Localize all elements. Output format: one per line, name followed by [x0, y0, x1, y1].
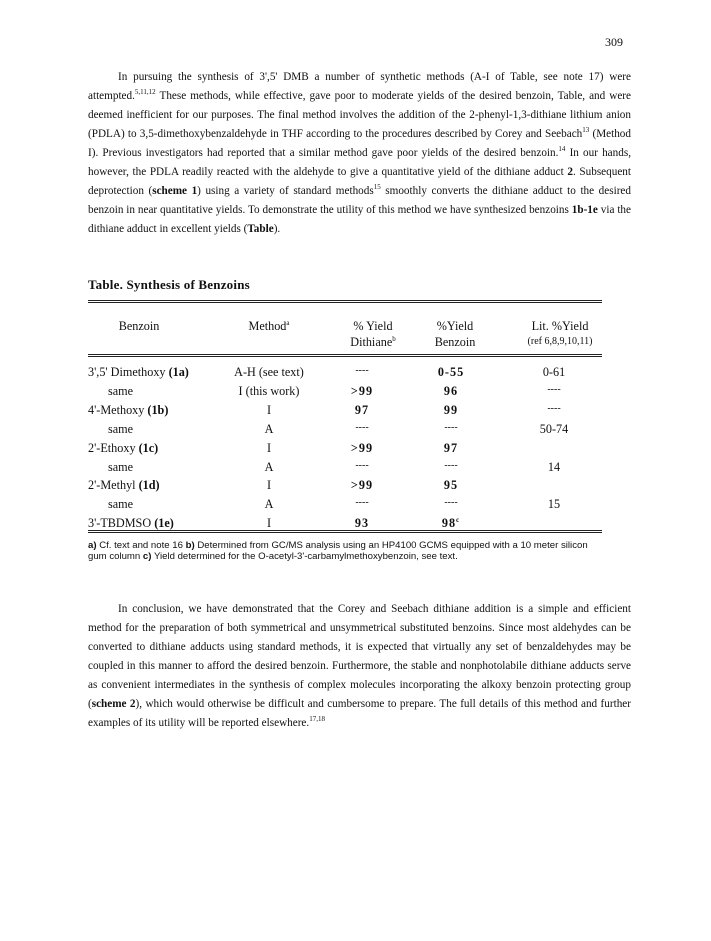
cell-method: I [266, 516, 272, 531]
header-yield-benzoin [420, 318, 490, 350]
cell-lit-yield: 50-74 [539, 421, 569, 436]
cell-yield-benzoin [421, 516, 481, 531]
table-row [88, 460, 608, 478]
compound-ref: 2 [567, 166, 573, 178]
compound-code: (1c) [138, 440, 159, 455]
footnote-label: c) [142, 551, 152, 562]
footnote-marker: c [456, 516, 461, 525]
compound-ref: 1b-1e [571, 204, 598, 216]
cell-method: A-H (see text) [234, 365, 304, 379]
cell-benzoin [108, 422, 133, 437]
cell-yield-benzoin [421, 384, 481, 399]
yield-value: ---- [444, 497, 458, 509]
table-row [88, 403, 608, 421]
text-span: . Subsequent deprotection ( [88, 166, 631, 197]
table-row [88, 384, 608, 402]
header-line: Dithiane [350, 335, 393, 349]
header-line: Lit. %Yield [531, 319, 589, 333]
header-line: (ref 6,8,9,10,11) [527, 336, 593, 347]
cell-lit-yield: ---- [547, 402, 561, 414]
header-yield-dithiane [333, 318, 413, 350]
text-span: In pursuing the synthesis of 3',5' DMB a number of synthetic methods (A-I of Table, see note 17) were attempted. [88, 71, 631, 102]
footnote-marker: b [392, 335, 396, 343]
table-row [88, 497, 608, 515]
scheme-ref: scheme 1 [152, 185, 198, 197]
yield-value: ---- [444, 421, 458, 433]
cell-yield-dithiane: >99 [350, 383, 374, 398]
benzoin-name: same [108, 459, 134, 474]
cell-method: I (this work) [238, 383, 300, 398]
cell-yield-dithiane: >99 [350, 440, 374, 455]
intro-paragraph [88, 68, 631, 239]
header-bottom-rule [88, 354, 602, 355]
cell-lit-yield: ---- [547, 383, 561, 395]
header-line: % Yield [353, 319, 393, 333]
yield-value: 98 [441, 516, 457, 531]
text-span: In our hands, however, the PDLA readily reacted with the aldehyde to give a quantitative yield of the dithiane adduct [88, 147, 631, 178]
cell-yield-benzoin [421, 497, 481, 508]
cell-method: I [266, 478, 272, 493]
cell-yield-benzoin [421, 403, 481, 418]
header-method-label: Method [248, 319, 287, 333]
footnote-label: b) [185, 540, 195, 551]
text-span: ) using a variety of standard methods [197, 185, 374, 197]
cell-yield-dithiane: >99 [350, 478, 374, 493]
footnote-text: Determined from GC/MS analysis using an HP4100 GCMS equipped with a 10 meter silicon gum column [88, 540, 588, 562]
cell-benzoin [108, 497, 133, 512]
text-span: ). [273, 223, 281, 235]
cell-yield-dithiane: ---- [355, 365, 369, 376]
benzoin-name: same [108, 421, 134, 436]
header-line: %Yield [436, 319, 474, 333]
table-caption: Table. Synthesis of Benzoins [88, 277, 250, 292]
header-benzoin: Benzoin [118, 319, 160, 333]
benzoin-name: 3',5' Dimethoxy [88, 365, 169, 379]
table-top-rule [88, 300, 602, 301]
yield-value: 96 [443, 383, 459, 398]
yield-value: ---- [444, 459, 458, 471]
benzoin-name: same [108, 383, 134, 398]
text-span: In conclusion, we have demonstrated that the Corey and Seebach dithiane addition is a simple and efficient method for the preparation of both symmetrical and unsymmetrical substituted benzoins. Since most aldehydes can be converted to dithiane adducts using standard methods, it is expected that virtually any set of benzaldehydes may be coupled in this manner to afford the desired benzoin. Furthermore, the stable and nonphotolabile dithiane adducts serve as convenient intermediates in the synthesis of complex molecules incorporating the alkoxy benzoin protecting group ( [88, 603, 631, 710]
cell-method: A [264, 459, 274, 474]
benzoin-name: 4'-Methoxy [88, 402, 148, 417]
header-method [229, 318, 309, 334]
text-span: via the dithiane adduct in excellent yields ( [88, 204, 631, 235]
benzoin-name: 2'-Ethoxy [88, 440, 139, 455]
cell-yield-dithiane: 97 [354, 402, 370, 417]
cell-yield-benzoin [421, 422, 481, 433]
conclusion-paragraph [88, 600, 631, 733]
table-row [88, 441, 608, 459]
citation-ref: 14 [558, 145, 566, 153]
footnote-label: a) [88, 540, 97, 551]
text-span: smoothly converts the dithiane adduct to the desired benzoin in near quantitative yields. To demonstrate the utility of this method we have synthesized benzoins [88, 185, 631, 216]
text-span: These methods, while effective, gave poor to moderate yields of the desired benzoin, Table, and were deemed inefficient for our purposes. The final method involves the addition of the 2-phenyl-1,3-dithiane lithium anion (PDLA) to 3,5-dimethoxybenzaldehyde in THF according to the procedures described by Corey and Seebach [88, 90, 631, 140]
compound-code: (1e) [154, 516, 174, 531]
cell-method: A [264, 497, 274, 512]
header-line: Benzoin [434, 335, 476, 349]
table-footnote [88, 540, 608, 562]
header-lit-yield [505, 318, 615, 350]
cell-benzoin [88, 441, 158, 456]
cell-method: A [264, 421, 274, 436]
cell-yield-benzoin [421, 441, 481, 456]
cell-yield-benzoin [421, 460, 481, 471]
yield-value: 95 [443, 478, 459, 493]
cell-benzoin [88, 478, 160, 493]
footnote-marker: a [286, 319, 290, 327]
cell-yield-dithiane: ---- [355, 421, 369, 433]
compound-code: (1b) [147, 402, 169, 417]
cell-yield-benzoin [421, 365, 481, 380]
cell-yield-dithiane: ---- [355, 459, 369, 471]
footnote-text: Cf. text and note 16 [96, 540, 186, 551]
yield-value: 99 [443, 402, 459, 417]
yield-value: 97 [443, 440, 459, 455]
cell-method: I [266, 440, 272, 455]
benzoin-name: 2'-Methyl [88, 478, 139, 493]
cell-benzoin [88, 516, 174, 531]
benzoin-name: same [108, 497, 134, 512]
cell-lit-yield: 0-61 [542, 365, 566, 379]
cell-yield-dithiane: 93 [354, 516, 370, 531]
table-row [88, 365, 608, 383]
cell-benzoin [108, 384, 133, 399]
cell-yield-benzoin [421, 478, 481, 493]
table-row [88, 422, 608, 440]
compound-code: (1a) [168, 365, 189, 379]
citation-ref: 5,11,12 [134, 88, 156, 96]
text-span: (Method I). Previous investigators had reported that a similar method gave poor yields of the desired benzoin. [88, 128, 631, 159]
page-number: 309 [605, 35, 623, 49]
cell-yield-dithiane: ---- [355, 497, 369, 509]
yield-value: 0-55 [437, 365, 465, 379]
cell-method: I [266, 402, 272, 417]
table-bottom-rule [88, 530, 602, 531]
scheme-ref: scheme 2 [91, 698, 136, 710]
text-span: ), which would otherwise be difficult and cumbersome to prepare. The full details of this method and further examples of its utility will be reported elsewhere. [88, 698, 631, 729]
benzoin-name: 3'-TBDMSO [88, 516, 155, 531]
cell-lit-yield: 14 [547, 459, 561, 474]
table-ref: Table [247, 223, 274, 235]
table-row [88, 478, 608, 496]
compound-code: (1d) [138, 478, 160, 493]
citation-ref: 17,18 [309, 715, 325, 723]
cell-benzoin [88, 365, 189, 380]
cell-lit-yield: 15 [547, 497, 561, 512]
citation-ref: 15 [373, 183, 381, 191]
footnote-text: Yield determined for the O-acetyl-3'-carbamylmethoxybenzoin, see text. [151, 551, 458, 562]
cell-benzoin [88, 403, 168, 418]
citation-ref: 13 [582, 126, 590, 134]
cell-benzoin [108, 460, 133, 475]
